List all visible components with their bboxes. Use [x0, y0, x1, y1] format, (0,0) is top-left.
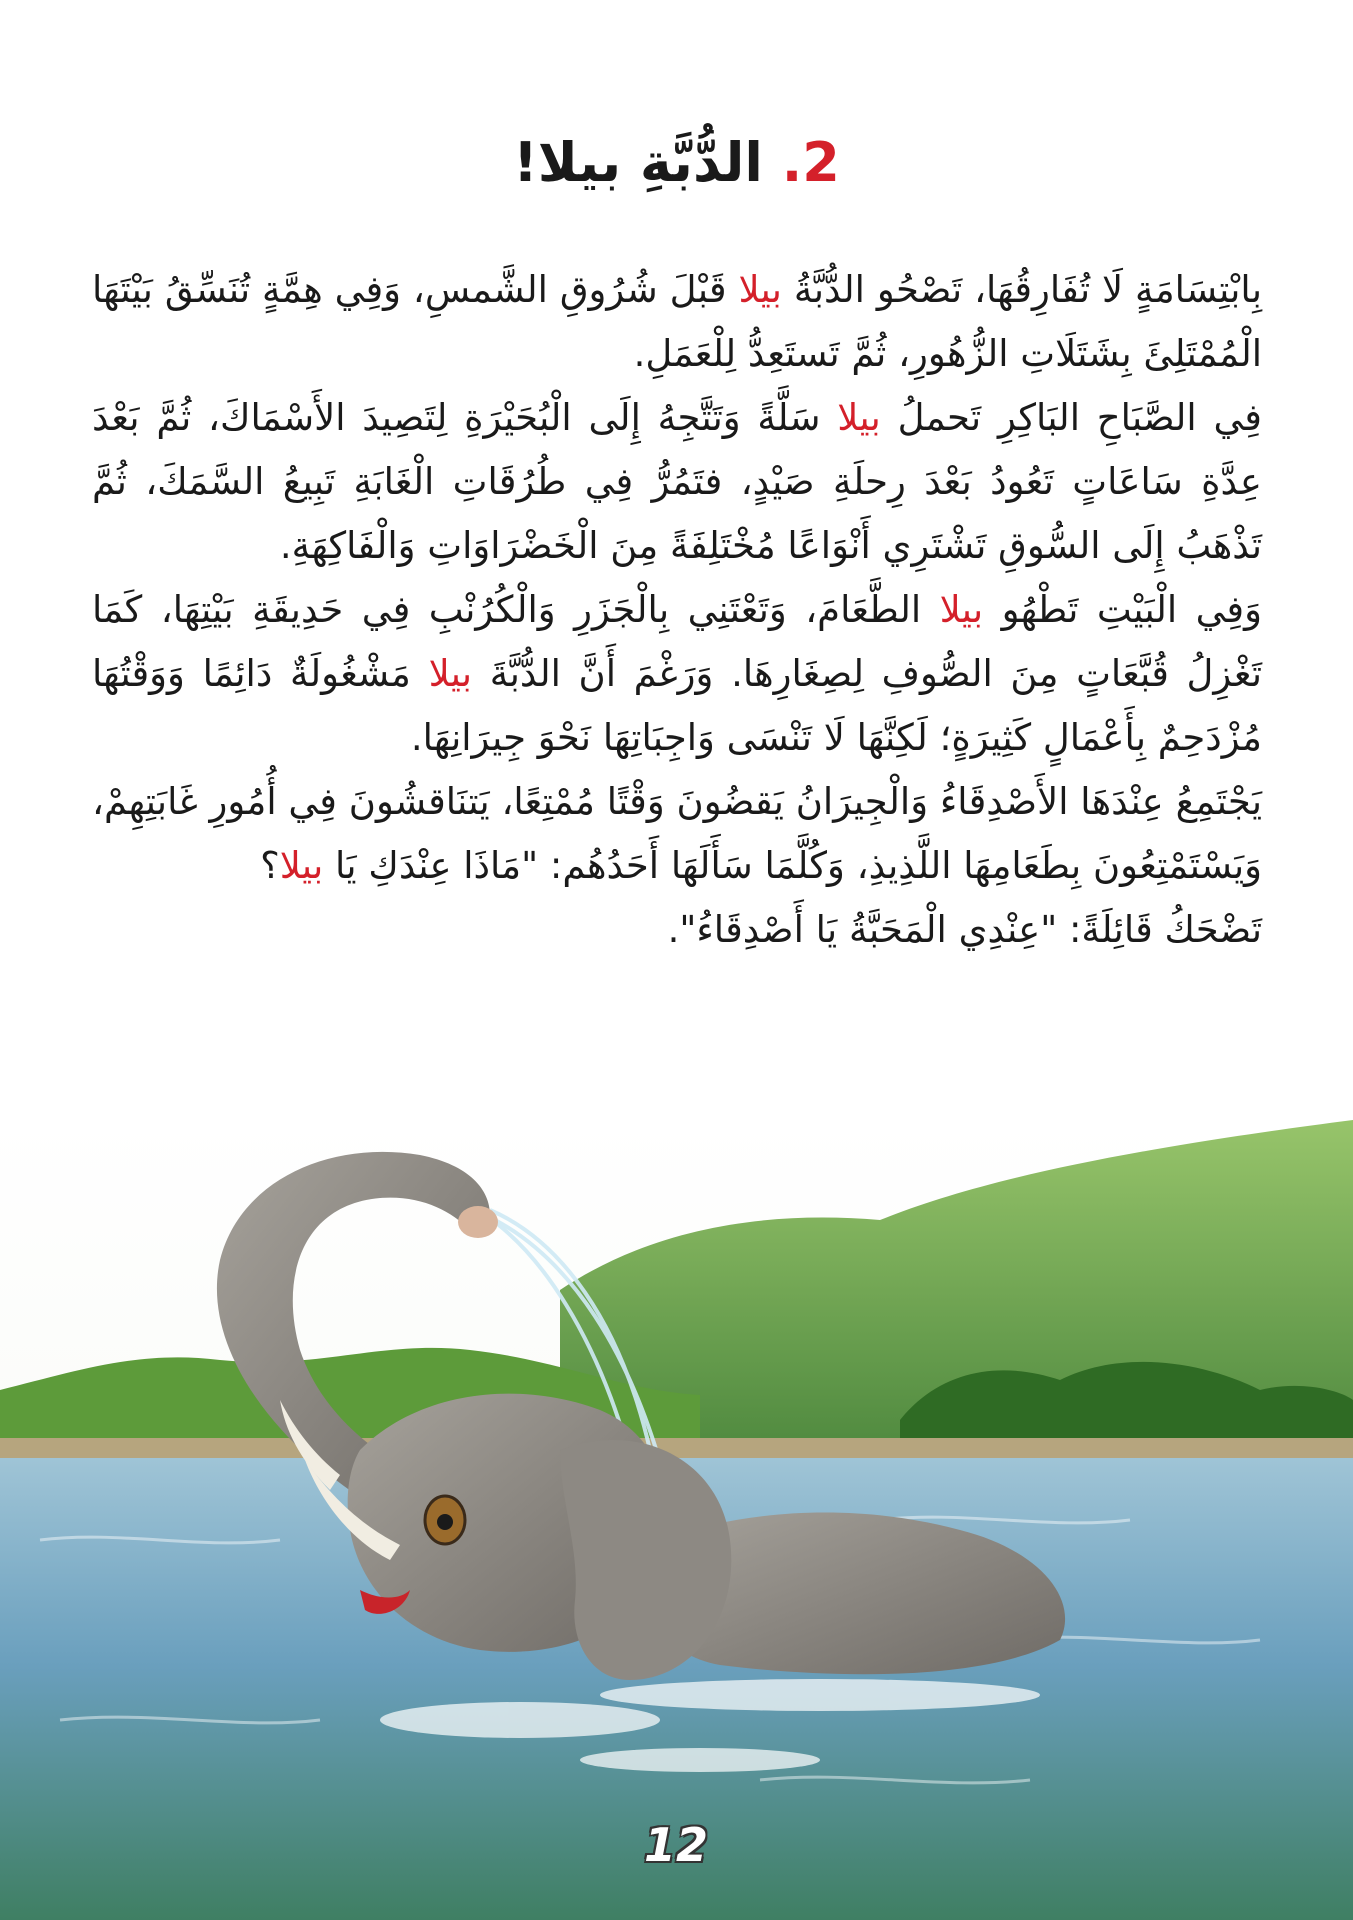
paragraph-1-part-b: قَبْلَ شُرُوقِ الشَّمسِ، وَفِي هِمَّةٍ تُنَسِّقُ بَيْتَهَا الْمُمْتَلِئَ بِشَتَلَاتِ الزُّهُورِ، ثُمَّ تَستَعِدُّ لِلْعَمَلِ.	[92, 268, 1262, 375]
paragraph-4-part-a: يَجْتَمِعُ عِنْدَهَا الأَصْدِقَاءُ وَالْجِيرَانُ يَقضُونَ وَقْتًا مُمْتِعًا، يَتنَاقشُونَ فِي أُمُورِ غَابَتِهِمْ، وَيَسْتَمْتِعُونَ بِطَعَامِهَا اللَّذِيذِ، وَكُلَّمَا سَأَلَهَا أَحَدُهُم: "مَاذَا عِنْدَكِ يَا	[92, 780, 1262, 887]
paragraph-3-part-c: مَشْغُولَةٌ دَائِمًا وَوَقْتُهَا مُزْدَحِمٌ بِأَعْمَالٍ كَثِيرَةٍ؛ لَكِنَّهَا لَا تَنْسَى وَاجِبَاتِهَا نَحْوَ جِيرَانِهَا.	[92, 652, 1262, 759]
paragraph-3-part-b: الطَّعَامَ، وَتَعْتَنِي بِالْجَزَرِ وَالْكُرُنْبِ فِي حَدِيقَةِ بَيْتِهَا، كَمَا تَغْزِلُ قُبَّعَاتٍ مِنَ الصُّوفِ لِصِغَارِهَا. وَرَغْمَ أَنَّ الدُّبَّةَ	[92, 588, 1262, 695]
paragraph-4-part-b: ؟	[260, 844, 280, 887]
story-text	[92, 258, 1262, 962]
paragraph-5-part-a: تَضْحَكُ قَائِلَةً: "عِنْدِي الْمَحَبَّةُ يَا أَصْدِقَاءُ".	[667, 908, 1262, 951]
paragraph-5	[92, 898, 1262, 962]
paragraph-2	[92, 386, 1262, 578]
chapter-title-text: الدُّبَّةِ بيلا!	[513, 131, 763, 195]
elephant-illustration	[0, 1120, 1353, 1920]
chapter-title	[0, 128, 1353, 198]
character-name: بيلا	[279, 844, 324, 887]
elephant-trunk-tip	[458, 1206, 498, 1238]
character-name: بيلا	[428, 652, 473, 695]
paragraph-2-part-a: فِي الصَّبَاحِ البَاكِرِ تَحملُ	[880, 396, 1262, 439]
paragraph-3	[92, 578, 1262, 770]
chapter-number: 2.	[781, 131, 840, 195]
paragraph-4	[92, 770, 1262, 898]
paragraph-1	[92, 258, 1262, 386]
paragraph-3-part-a: وَفِي الْبَيْتِ تَطْهُو	[983, 588, 1262, 631]
character-name: بيلا	[837, 396, 881, 439]
page-number: 12	[643, 1818, 708, 1872]
paragraph-1-part-a: بِابْتِسَامَةٍ لَا تُفَارِقُهَا، تَصْحُو الدُّبَّةُ	[781, 268, 1263, 311]
paragraph-2-part-b: سَلَّةً وَتَتَّجِهُ إِلَى الْبُحَيْرَةِ لِتَصِيدَ الأَسْمَاكَ، ثُمَّ بَعْدَ عِدَّةِ سَاعَاتٍ تَعُودُ بَعْدَ رِحلَةِ صَيْدٍ، فتَمُرُّ فِي طُرُقَاتِ الْغَابَةِ تَبِيعُ السَّمَكَ، ثُمَّ تَذْهَبُ إِلَى السُّوقِ تَشْتَرِي أَنْوَاعًا مُخْتَلِفَةً مِنَ الْخَضْرَاوَاتِ وَالْفَاكِهَةِ.	[92, 396, 1262, 567]
character-name: بيلا	[738, 268, 782, 311]
character-name: بيلا	[939, 588, 984, 631]
